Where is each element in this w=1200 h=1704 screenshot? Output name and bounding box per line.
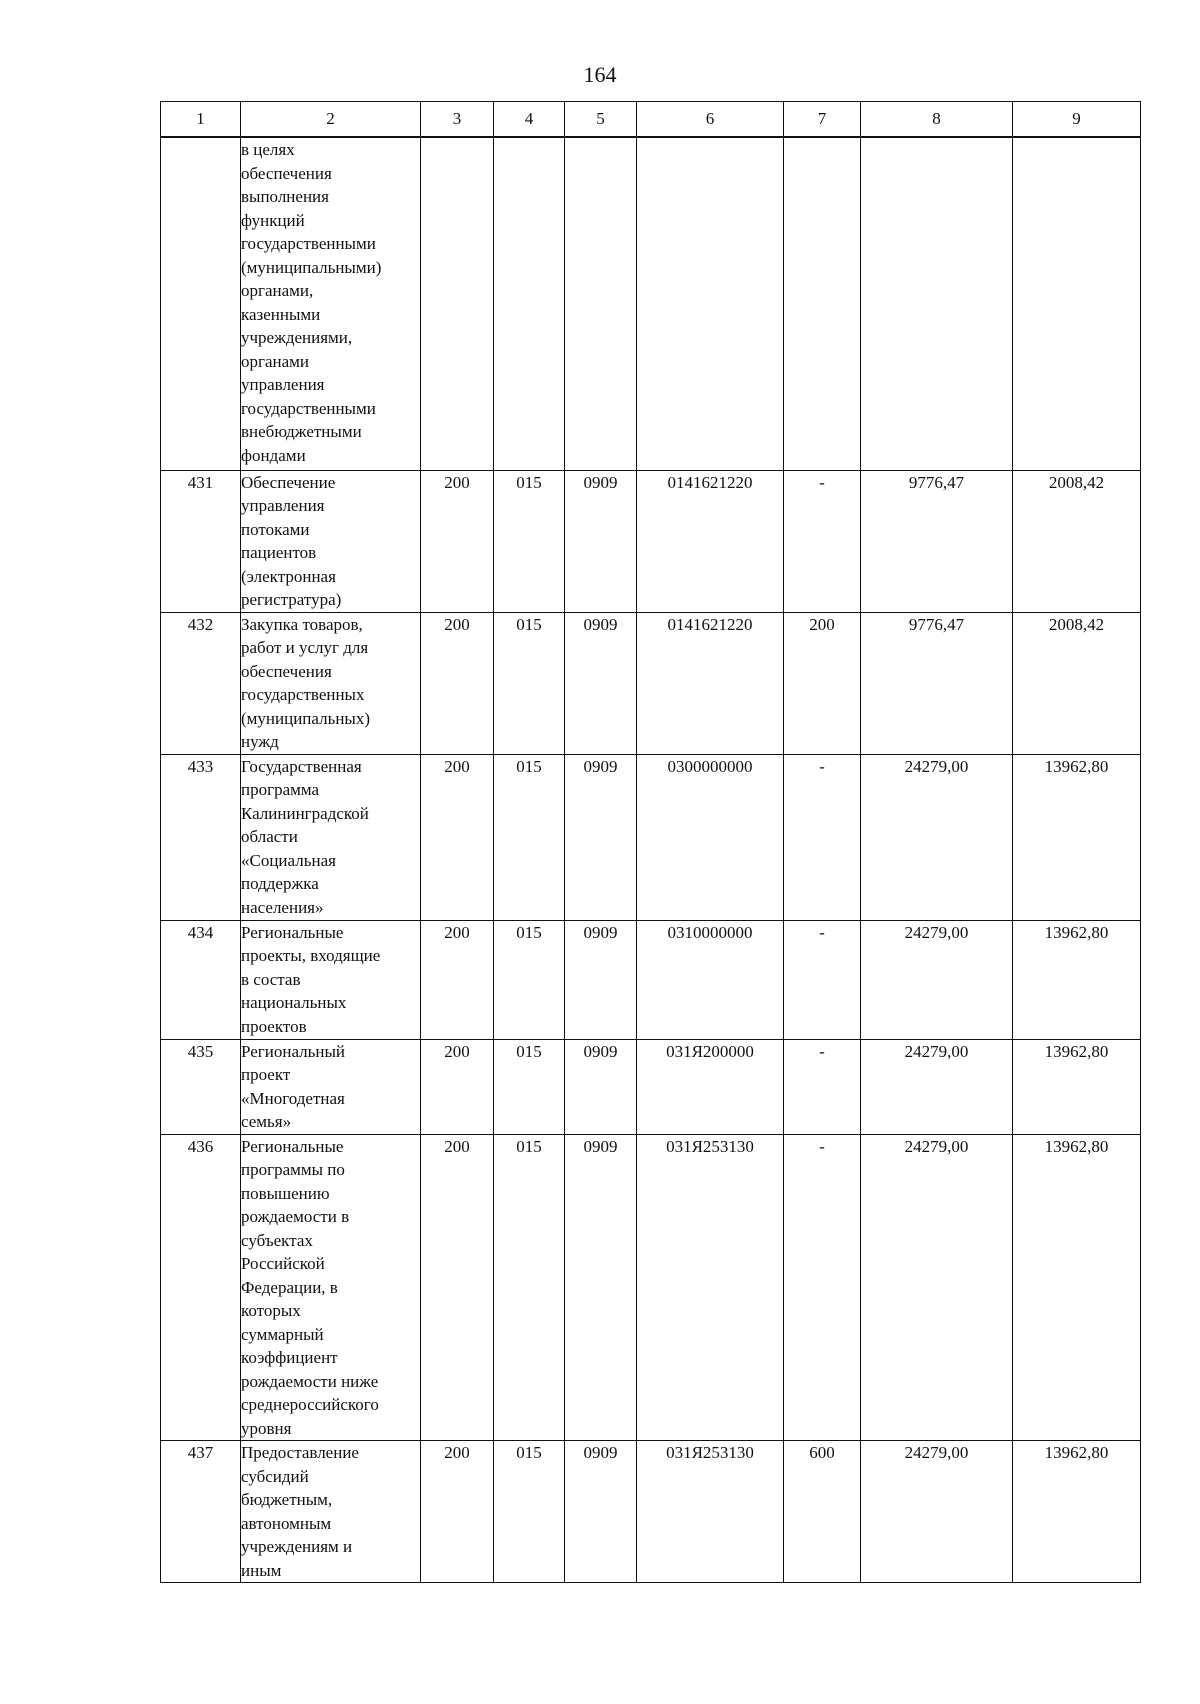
row-description: Предоставление субсидий бюджетным, автономным учреждениям и иным	[241, 1441, 421, 1583]
row-amount-9: 13962,80	[1013, 754, 1141, 920]
row-code-4	[494, 137, 565, 470]
row-code-7: 200	[784, 612, 861, 754]
row-code-5: 0909	[565, 1441, 637, 1583]
row-number: 431	[161, 470, 241, 612]
row-number: 436	[161, 1134, 241, 1441]
row-code-6: 0300000000	[637, 754, 784, 920]
column-header: 1	[161, 102, 241, 138]
row-code-5	[565, 137, 637, 470]
row-code-7: -	[784, 754, 861, 920]
row-amount-8: 9776,47	[861, 470, 1013, 612]
table-row	[161, 612, 1141, 754]
row-code-7: -	[784, 470, 861, 612]
row-code-3: 200	[421, 1441, 494, 1583]
table-row	[161, 1039, 1141, 1134]
row-amount-8: 24279,00	[861, 754, 1013, 920]
row-description: в целях обеспечения выполнения функций государственными (муниципальными) органами, казенными учреждениями, органами управления государственными внебюджетными фондами	[241, 137, 421, 470]
row-code-3	[421, 137, 494, 470]
row-amount-8: 24279,00	[861, 920, 1013, 1039]
row-amount-8: 9776,47	[861, 612, 1013, 754]
row-number: 432	[161, 612, 241, 754]
row-code-7: -	[784, 920, 861, 1039]
table-row	[161, 470, 1141, 612]
row-code-3: 200	[421, 470, 494, 612]
row-amount-9: 13962,80	[1013, 1134, 1141, 1441]
row-code-4: 015	[494, 470, 565, 612]
table-row	[161, 137, 1141, 470]
column-header: 9	[1013, 102, 1141, 138]
row-code-6: 031Я253130	[637, 1441, 784, 1583]
budget-table	[160, 101, 1141, 1583]
row-code-5: 0909	[565, 612, 637, 754]
row-description: Региональный проект «Многодетная семья»	[241, 1039, 421, 1134]
table-row	[161, 1134, 1141, 1441]
row-code-7: 600	[784, 1441, 861, 1583]
row-code-5: 0909	[565, 920, 637, 1039]
row-amount-9: 13962,80	[1013, 1441, 1141, 1583]
row-code-7	[784, 137, 861, 470]
column-header: 3	[421, 102, 494, 138]
row-code-6: 031Я200000	[637, 1039, 784, 1134]
row-code-4: 015	[494, 1039, 565, 1134]
row-amount-9: 2008,42	[1013, 470, 1141, 612]
row-amount-8: 24279,00	[861, 1039, 1013, 1134]
page-number: 164	[583, 62, 617, 87]
column-header: 7	[784, 102, 861, 138]
row-code-6: 031Я253130	[637, 1134, 784, 1441]
row-amount-9	[1013, 137, 1141, 470]
row-code-4: 015	[494, 920, 565, 1039]
row-code-3: 200	[421, 754, 494, 920]
row-code-6	[637, 137, 784, 470]
row-amount-8	[861, 137, 1013, 470]
row-description: Региональные проекты, входящие в состав национальных проектов	[241, 920, 421, 1039]
row-number: 435	[161, 1039, 241, 1134]
row-code-6: 0310000000	[637, 920, 784, 1039]
row-code-3: 200	[421, 1134, 494, 1441]
row-code-7: -	[784, 1039, 861, 1134]
row-number: 434	[161, 920, 241, 1039]
row-code-3: 200	[421, 920, 494, 1039]
table-row	[161, 1441, 1141, 1583]
table-row	[161, 920, 1141, 1039]
column-header: 8	[861, 102, 1013, 138]
row-code-4: 015	[494, 1134, 565, 1441]
row-code-6: 0141621220	[637, 470, 784, 612]
row-code-3: 200	[421, 612, 494, 754]
row-amount-9: 13962,80	[1013, 1039, 1141, 1134]
row-description: Закупка товаров, работ и услуг для обеспечения государственных (муниципальных) нужд	[241, 612, 421, 754]
row-code-7: -	[784, 1134, 861, 1441]
row-code-3: 200	[421, 1039, 494, 1134]
row-code-4: 015	[494, 1441, 565, 1583]
row-number: 433	[161, 754, 241, 920]
row-code-4: 015	[494, 754, 565, 920]
row-code-5: 0909	[565, 1039, 637, 1134]
column-header: 4	[494, 102, 565, 138]
header-row	[161, 102, 1141, 138]
row-code-5: 0909	[565, 1134, 637, 1441]
row-description: Обеспечение управления потоками пациентов (электронная регистратура)	[241, 470, 421, 612]
row-description: Государственная программа Калининградской области «Социальная поддержка населения»	[241, 754, 421, 920]
column-header: 2	[241, 102, 421, 138]
row-amount-9: 13962,80	[1013, 920, 1141, 1039]
row-number	[161, 137, 241, 470]
row-amount-8: 24279,00	[861, 1134, 1013, 1441]
row-amount-8: 24279,00	[861, 1441, 1013, 1583]
column-header: 5	[565, 102, 637, 138]
row-code-5: 0909	[565, 754, 637, 920]
column-header: 6	[637, 102, 784, 138]
row-amount-9: 2008,42	[1013, 612, 1141, 754]
row-description: Региональные программы по повышению рождаемости в субъектах Российской Федерации, в которых суммарный коэффициент рождаемости ниже среднероссийского уровня	[241, 1134, 421, 1441]
row-code-6: 0141621220	[637, 612, 784, 754]
row-code-4: 015	[494, 612, 565, 754]
table-row	[161, 754, 1141, 920]
row-number: 437	[161, 1441, 241, 1583]
row-code-5: 0909	[565, 470, 637, 612]
